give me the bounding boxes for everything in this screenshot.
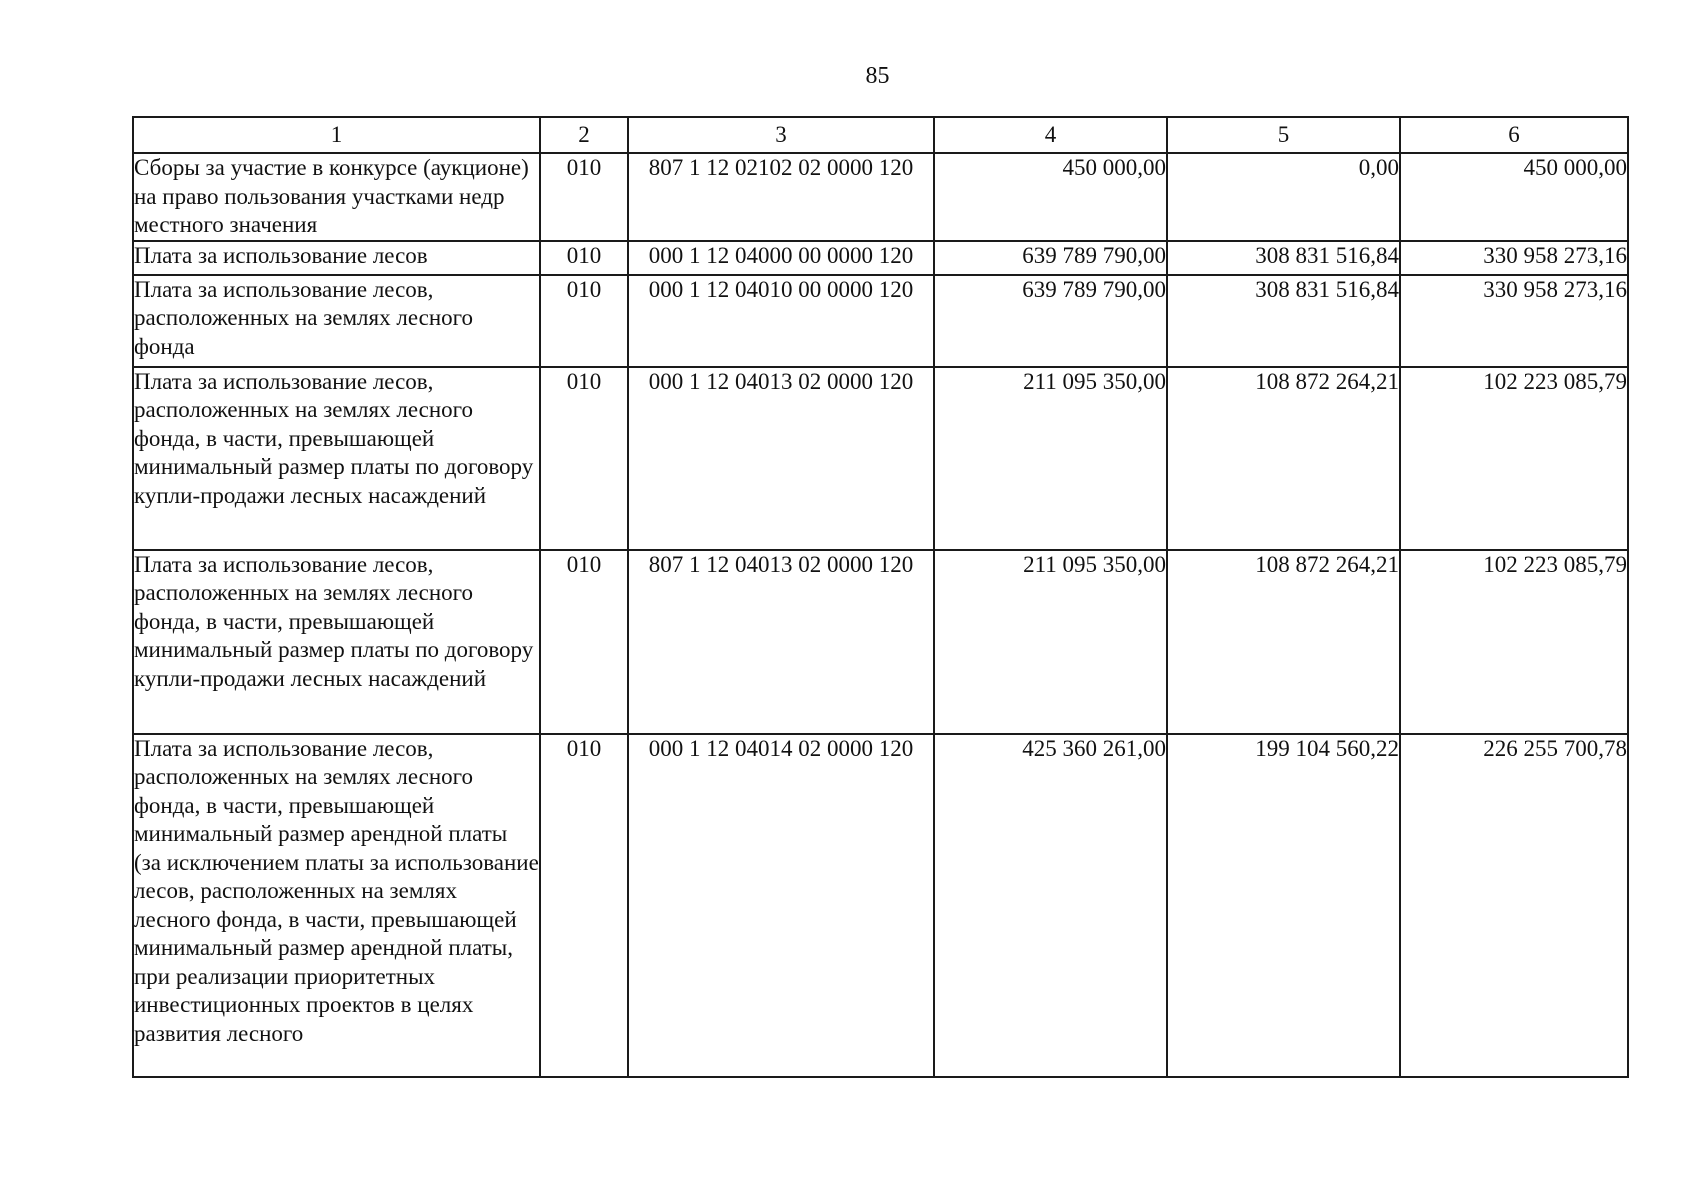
amount-col5-cell: 199 104 560,22: [1167, 734, 1400, 1077]
line-code-cell: 010: [540, 550, 628, 734]
income-name-cell: Сборы за участие в конкурсе (аукционе) на право пользования участками недр местного значения: [133, 153, 540, 241]
header-col-3: 3: [628, 117, 934, 153]
budget-classification-code-cell: 000 1 12 04014 02 0000 120: [628, 734, 934, 1077]
amount-col5-cell: 0,00: [1167, 153, 1400, 241]
table-body: [133, 153, 1628, 1077]
table-row: [133, 550, 1628, 734]
budget-classification-code-cell: 000 1 12 04010 00 0000 120: [628, 275, 934, 367]
line-code-cell: 010: [540, 153, 628, 241]
line-code-cell: 010: [540, 367, 628, 550]
table-row: [133, 241, 1628, 275]
amount-col5-cell: 308 831 516,84: [1167, 241, 1400, 275]
amount-col4-cell: 425 360 261,00: [934, 734, 1167, 1077]
amount-col6-cell: 450 000,00: [1400, 153, 1628, 241]
line-code-cell: 010: [540, 275, 628, 367]
amount-col5-cell: 108 872 264,21: [1167, 367, 1400, 550]
header-row: [133, 117, 1628, 153]
table-row: [133, 153, 1628, 241]
budget-classification-code-cell: 807 1 12 04013 02 0000 120: [628, 550, 934, 734]
income-name-cell: Плата за использование лесов, расположенных на землях лесного фонда: [133, 275, 540, 367]
amount-col6-cell: 102 223 085,79: [1400, 550, 1628, 734]
income-name-cell: Плата за использование лесов: [133, 241, 540, 275]
budget-classification-code-cell: 000 1 12 04000 00 0000 120: [628, 241, 934, 275]
header-col-2: 2: [540, 117, 628, 153]
budget-classification-code-cell: 807 1 12 02102 02 0000 120: [628, 153, 934, 241]
header-col-5: 5: [1167, 117, 1400, 153]
header-col-4: 4: [934, 117, 1167, 153]
line-code-cell: 010: [540, 734, 628, 1077]
table-row: [133, 367, 1628, 550]
page-number: 85: [865, 63, 890, 89]
line-code-cell: 010: [540, 241, 628, 275]
amount-col5-cell: 108 872 264,21: [1167, 550, 1400, 734]
header-col-1: 1: [133, 117, 540, 153]
income-name-cell: Плата за использование лесов, расположенных на землях лесного фонда, в части, превышающей минимальный размер платы по договору купли-продажи лесных насаждений: [133, 550, 540, 734]
amount-col6-cell: 226 255 700,78: [1400, 734, 1628, 1077]
table-header: [133, 117, 1628, 153]
income-name-cell: Плата за использование лесов, расположенных на землях лесного фонда, в части, превышающей минимальный размер платы по договору купли-продажи лесных насаждений: [133, 367, 540, 550]
amount-col6-cell: 330 958 273,16: [1400, 275, 1628, 367]
amount-col4-cell: 211 095 350,00: [934, 550, 1167, 734]
budget-table: [132, 116, 1629, 1078]
amount-col4-cell: 450 000,00: [934, 153, 1167, 241]
table-row: [133, 734, 1628, 1077]
amount-col4-cell: 211 095 350,00: [934, 367, 1167, 550]
amount-col4-cell: 639 789 790,00: [934, 275, 1167, 367]
budget-classification-code-cell: 000 1 12 04013 02 0000 120: [628, 367, 934, 550]
amount-col6-cell: 330 958 273,16: [1400, 241, 1628, 275]
amount-col6-cell: 102 223 085,79: [1400, 367, 1628, 550]
header-col-6: 6: [1400, 117, 1628, 153]
table-row: [133, 275, 1628, 367]
amount-col4-cell: 639 789 790,00: [934, 241, 1167, 275]
income-name-cell: Плата за использование лесов, расположенных на землях лесного фонда, в части, превышающей минимальный размер арендной платы (за исключением платы за использование лесов, расположенных на землях лесного фонда, в части, превышающей минимальный размер арендной платы, при реализации приоритетных инвестиционных проектов в целях развития лесного: [133, 734, 540, 1077]
amount-col5-cell: 308 831 516,84: [1167, 275, 1400, 367]
